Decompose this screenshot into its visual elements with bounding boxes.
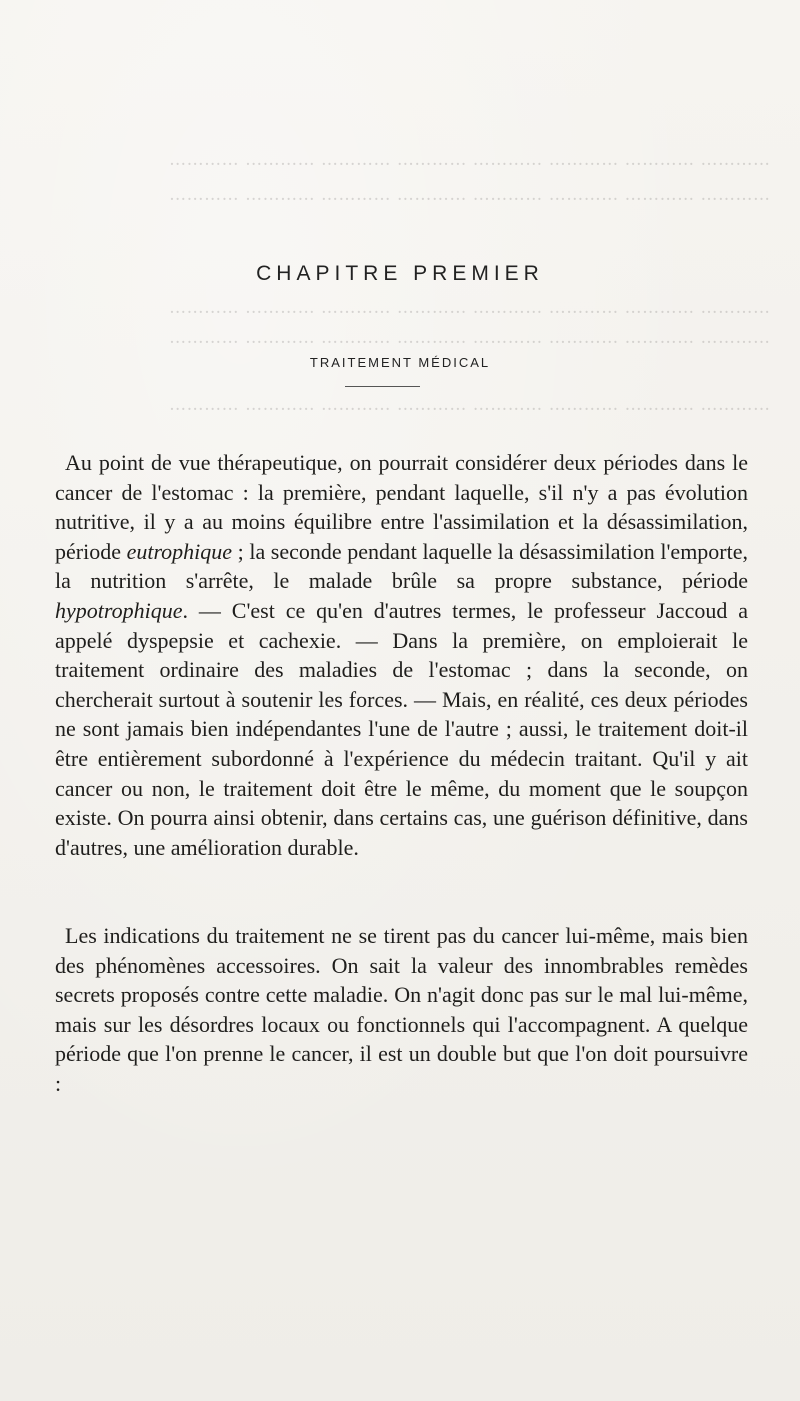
- paragraph-1-part-3: . — C'est ce qu'en d'autres termes, le professeur Jaccoud a appelé dyspepsie et cachexie. — Dans la première, on emploierait le traitement ordinaire des maladies de l'estomac ; dans la seconde, on chercherait surtout à soutenir les forces. — Mais, en réalité, ces deux périodes ne sont jamais bien indépendantes l'une de l'autre ; aussi, le traitement doit-il être entièrement subordonné à l'expérience du médecin traitant. Qu'il y ait cancer ou non, le traitement doit être le même, du moment que le soupçon existe. On pourra ainsi obtenir, dans certains cas, une guérison définitive, dans d'autres, une amélioration durable.: [55, 597, 748, 860]
- chapter-title: CHAPITRE PREMIER: [256, 262, 544, 285]
- term-eutrophique: eutrophique: [126, 538, 233, 564]
- bleed-through-text: ………… ………… ………… ………… ………… ………… ………… …………: [168, 395, 770, 415]
- term-hypotrophique: hypotrophique: [55, 597, 183, 623]
- paragraph-2: Les indications du traitement ne se tirent pas du cancer lui-même, mais bien des phénomènes accessoires. On sait la valeur des innombrables remèdes secrets proposés contre cette maladie. On n'agit donc pas sur le mal lui-même, mais sur les désordres locaux ou fonctionnels qui l'accompagnent. A quelque période que l'on prenne le cancer, il est un double but que l'on doit poursuivre :: [55, 923, 748, 1096]
- paragraph-1-part-2: ; la seconde pendant laquelle la désassimilation l'emporte, la nutrition s'arrête, le malade brûle sa propre substance, période: [55, 538, 749, 594]
- bleed-through-text: ………… ………… ………… ………… ………… ………… ………… …………: [168, 328, 770, 348]
- paragraph-1-part-1: Au point de vue thérapeutique, on pourrait considérer deux périodes dans le cancer de l'estomac : la première, pendant laquelle, s'il n'y a pas évolution nutritive, il y a au moins équilibre entre l'assimilation et la désassimilation, période: [55, 450, 748, 564]
- bleed-through-text: ………… ………… ………… ………… ………… ………… ………… …………: [168, 185, 770, 205]
- paragraph-1: [55, 448, 748, 862]
- section-title: TRAITEMENT MÉDICAL: [309, 355, 491, 370]
- bleed-through-text: ………… ………… ………… ………… ………… ………… ………… …………: [168, 150, 770, 170]
- title-divider: [345, 386, 420, 387]
- bleed-through-text: ………… ………… ………… ………… ………… ………… ………… …………: [168, 298, 770, 318]
